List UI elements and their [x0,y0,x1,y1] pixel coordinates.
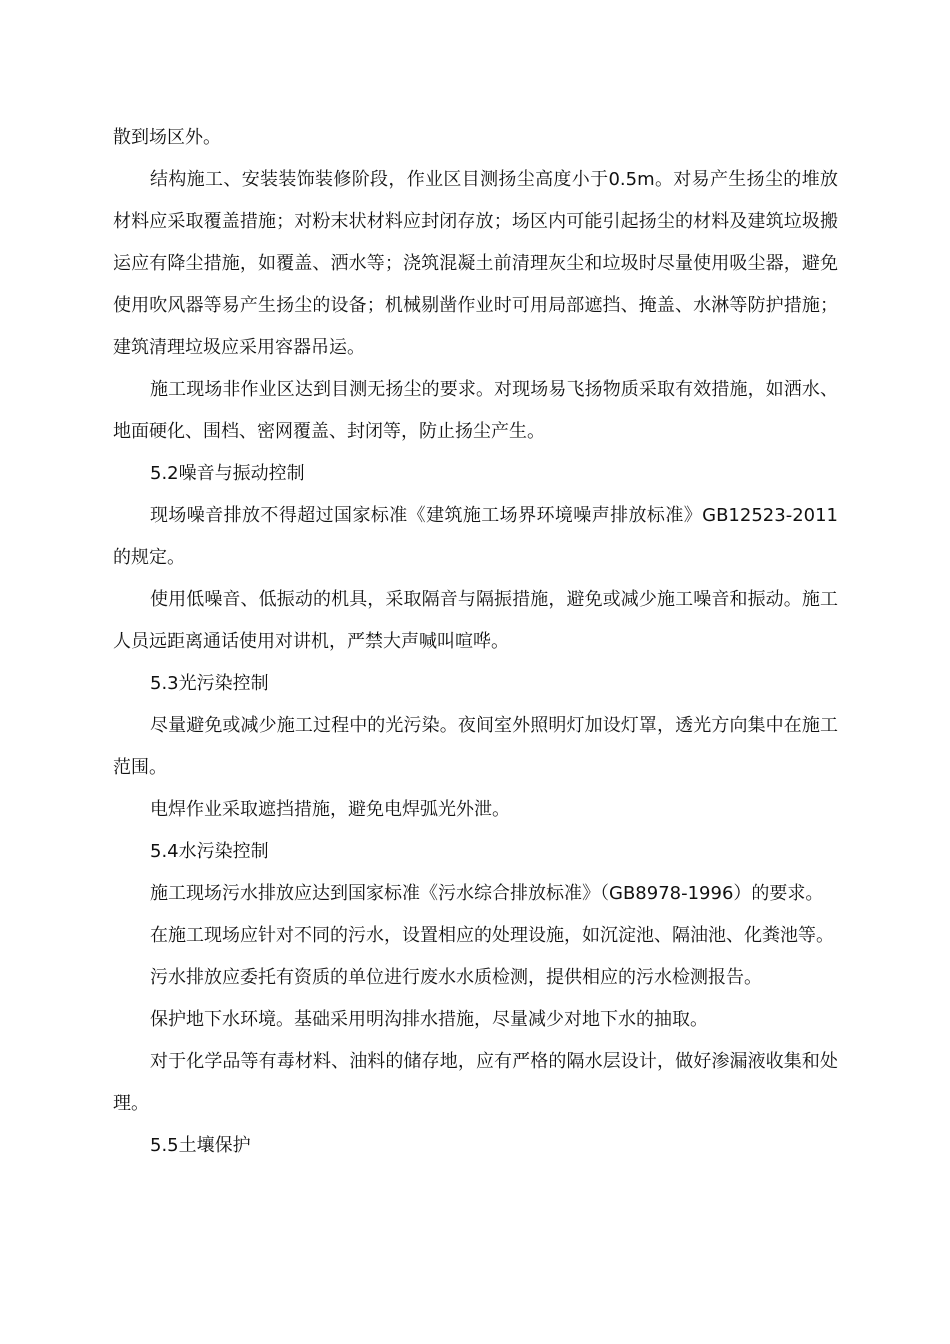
paragraph-groundwater: 保护地下水环境。基础采用明沟排水措施，尽量减少对地下水的抽取。 [150,1009,708,1030]
section-heading-5-2: 5.2噪音与振动控制 [150,463,305,484]
section-heading-5-5: 5.5土壤保护 [150,1135,251,1156]
section-heading-5-4: 5.4水污染控制 [150,841,269,862]
document-body [113,117,838,1167]
paragraph-dust-non-work-area: 施工现场非作业区达到目测无扬尘的要求。对现场易飞扬物质采取有效措施，如洒水、地面硬化、围档、密网覆盖、封闭等，防止扬尘产生。 [113,379,838,442]
paragraph-noise-standard: 现场噪音排放不得超过国家标准《建筑施工场界环境噪声排放标准》GB12523-2011的规定。 [113,505,838,568]
paragraph-continuation: 散到场区外。 [113,127,221,148]
paragraph-dust-structure: 结构施工、安装装饰装修阶段，作业区目测扬尘高度小于0.5m。对易产生扬尘的堆放材料应采取覆盖措施；对粉末状材料应封闭存放；场区内可能引起扬尘的材料及建筑垃圾搬运应有降尘措施，如覆盖、洒水等；浇筑混凝土前清理灰尘和垃圾时尽量使用吸尘器，避免使用吹风器等易产生扬尘的设备；机械剔凿作业时可用局部遮挡、掩盖、水淋等防护措施；建筑清理垃圾应采用容器吊运。 [113,169,838,358]
paragraph-noise-measures: 使用低噪音、低振动的机具，采取隔音与隔振措施，避免或减少施工噪音和振动。施工人员远距离通话使用对讲机，严禁大声喊叫喧哗。 [113,589,838,652]
paragraph-water-facilities: 在施工现场应针对不同的污水，设置相应的处理设施，如沉淀池、隔油池、化粪池等。 [150,925,834,946]
paragraph-water-testing: 污水排放应委托有资质的单位进行废水水质检测，提供相应的污水检测报告。 [150,967,762,988]
paragraph-light-lighting: 尽量避免或减少施工过程中的光污染。夜间室外照明灯加设灯罩，透光方向集中在施工范围。 [113,715,838,778]
paragraph-light-welding: 电焊作业采取遮挡措施，避免电焊弧光外泄。 [150,799,510,820]
section-heading-5-3: 5.3光污染控制 [150,673,269,694]
paragraph-water-standard: 施工现场污水排放应达到国家标准《污水综合排放标准》（GB8978-1996）的要求。 [150,883,824,904]
paragraph-chemical-storage: 对于化学品等有毒材料、油料的储存地，应有严格的隔水层设计，做好渗漏液收集和处理。 [113,1051,838,1114]
